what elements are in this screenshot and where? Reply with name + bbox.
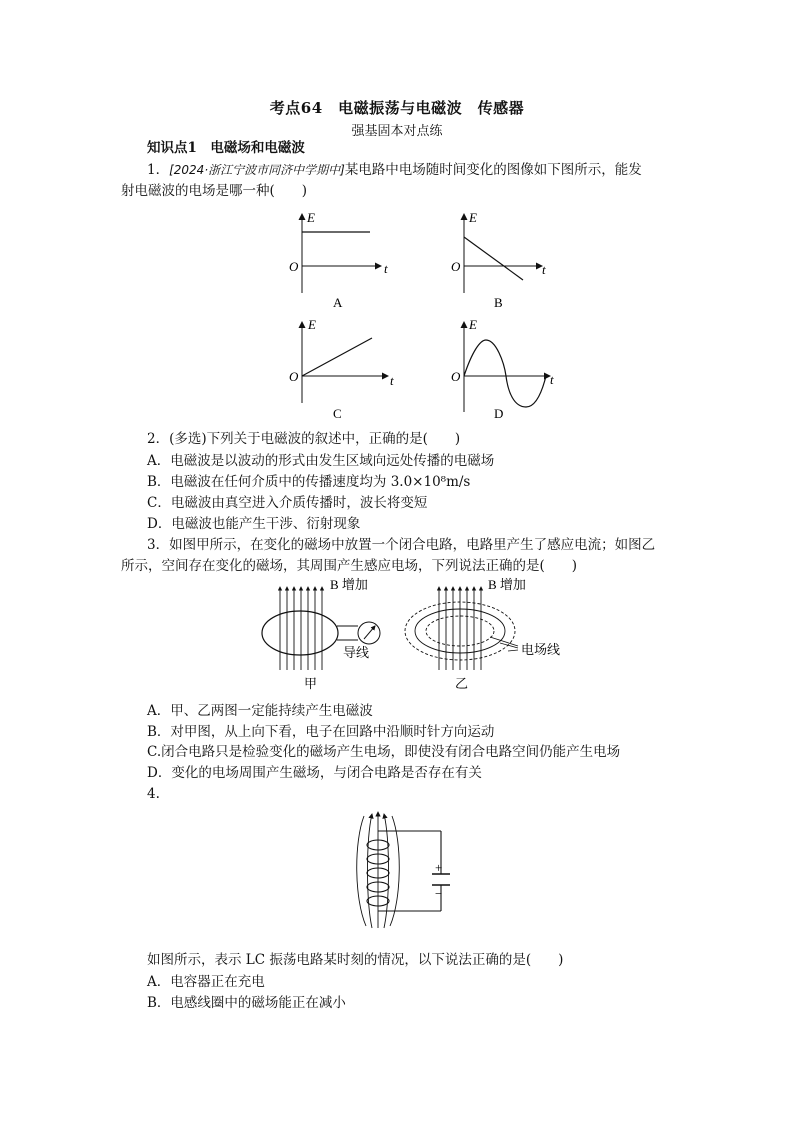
yi-pointer-1 bbox=[490, 637, 518, 646]
q4-number: 4. bbox=[147, 786, 160, 802]
graph-c-e-label: E bbox=[308, 317, 316, 332]
graph-b-caption: B bbox=[494, 295, 503, 310]
yi-b-label: B 增加 bbox=[488, 577, 526, 592]
figure-jia bbox=[262, 577, 380, 691]
graph-b-o-label: O bbox=[451, 259, 461, 274]
graph-a-caption: A bbox=[333, 295, 343, 310]
graph-c-caption: C bbox=[333, 406, 342, 421]
plus-sign: + bbox=[435, 860, 443, 875]
graph-d-o-label: O bbox=[451, 369, 461, 384]
caption-yi: 乙 bbox=[455, 676, 469, 691]
minus-sign: − bbox=[435, 886, 443, 901]
graph-c-t-label: t bbox=[390, 373, 394, 388]
q3-figure bbox=[0, 575, 794, 695]
jia-loop bbox=[262, 611, 338, 655]
graph-b-t-label: t bbox=[542, 262, 546, 277]
q3-option-b: B．对甲图，从上向下看，电子在回路中沿顺时针方向运动 bbox=[147, 724, 495, 740]
page-subtitle: 强基固本对点练 bbox=[351, 124, 443, 139]
graph-c-o-label: O bbox=[289, 369, 299, 384]
yi-field-lines bbox=[439, 587, 481, 670]
q3-option-a: A．甲、乙两图一定能持续产生电磁波 bbox=[147, 703, 373, 719]
yi-pointer-3 bbox=[508, 650, 518, 651]
graph-b bbox=[451, 210, 546, 310]
page-title: 考点64 电磁振荡与电磁波 传感器 bbox=[269, 99, 525, 117]
q2-stem: 2．(多选)下列关于电磁波的叙述中，正确的是( ) bbox=[147, 431, 461, 447]
q4-lc-circuit bbox=[0, 810, 794, 935]
graph-a bbox=[289, 210, 388, 310]
q3-stem-line2: 所示，空间存在变化的磁场，其周围产生感应电场，下列说法正确的是( ) bbox=[121, 558, 578, 574]
q4-option-a: A．电容器正在充电 bbox=[147, 974, 265, 990]
graph-d bbox=[451, 317, 554, 421]
q1-number: 1． bbox=[147, 162, 170, 178]
graph-b-curve bbox=[464, 237, 523, 280]
graph-a-o-label: O bbox=[289, 259, 299, 274]
q2-option-d: D．电磁波也能产生干涉、衍射现象 bbox=[147, 516, 361, 532]
section-heading: 知识点1 电磁场和电磁波 bbox=[147, 140, 305, 156]
q3-option-c: C.闭合电路只是检验变化的磁场产生电场，即使没有闭合电路空间仍能产生电场 bbox=[147, 744, 621, 760]
q2-option-a: A．电磁波是以波动的形式由发生区域向远处传播的电磁场 bbox=[147, 453, 495, 469]
graph-c-curve bbox=[302, 338, 372, 376]
field-line-label: 电场线 bbox=[521, 642, 561, 657]
q1-stem-line2: 射电磁波的电场是哪一种( ) bbox=[121, 183, 308, 199]
figure-yi bbox=[405, 577, 560, 691]
jia-field-lines bbox=[280, 587, 322, 670]
graph-d-caption: D bbox=[494, 406, 504, 421]
q1-source: [2024·浙江宁波市同济中学期中] bbox=[169, 163, 345, 177]
q4-option-b: B．电感线圈中的磁场能正在减小 bbox=[147, 995, 346, 1011]
graph-d-e-label: E bbox=[469, 317, 477, 332]
caption-jia: 甲 bbox=[304, 676, 318, 691]
graph-a-t-label: t bbox=[384, 261, 388, 276]
q3-stem-line1: 3．如图甲所示，在变化的磁场中放置一个闭合电路，电路里产生了感应电流；如图乙 bbox=[147, 537, 656, 553]
graph-c bbox=[289, 317, 394, 421]
wire-label: 导线 bbox=[343, 645, 370, 660]
q1-stem-a: 某电路中电场随时间变化的图像如下图所示，能发 bbox=[344, 162, 642, 178]
galvanometer-needle bbox=[364, 626, 375, 639]
q3-option-d: D．变化的电场周围产生磁场，与闭合电路是否存在有关 bbox=[147, 765, 482, 781]
graph-d-t-label: t bbox=[550, 372, 554, 387]
jia-b-label: B 增加 bbox=[330, 577, 368, 592]
graph-b-e-label: E bbox=[469, 210, 477, 225]
graph-d-curve bbox=[464, 340, 546, 407]
q2-option-b: B．电磁波在任何介质中的传播速度均为 3.0×10⁸m/s bbox=[147, 474, 471, 490]
q4-stem: 如图所示，表示 LC 振荡电路某时刻的情况，以下说法正确的是( ) bbox=[147, 952, 564, 968]
graph-a-e-label: E bbox=[307, 210, 315, 225]
q2-option-c: C．电磁波由真空进入介质传播时，波长将变短 bbox=[147, 495, 428, 511]
q1-graphs bbox=[0, 0, 794, 430]
